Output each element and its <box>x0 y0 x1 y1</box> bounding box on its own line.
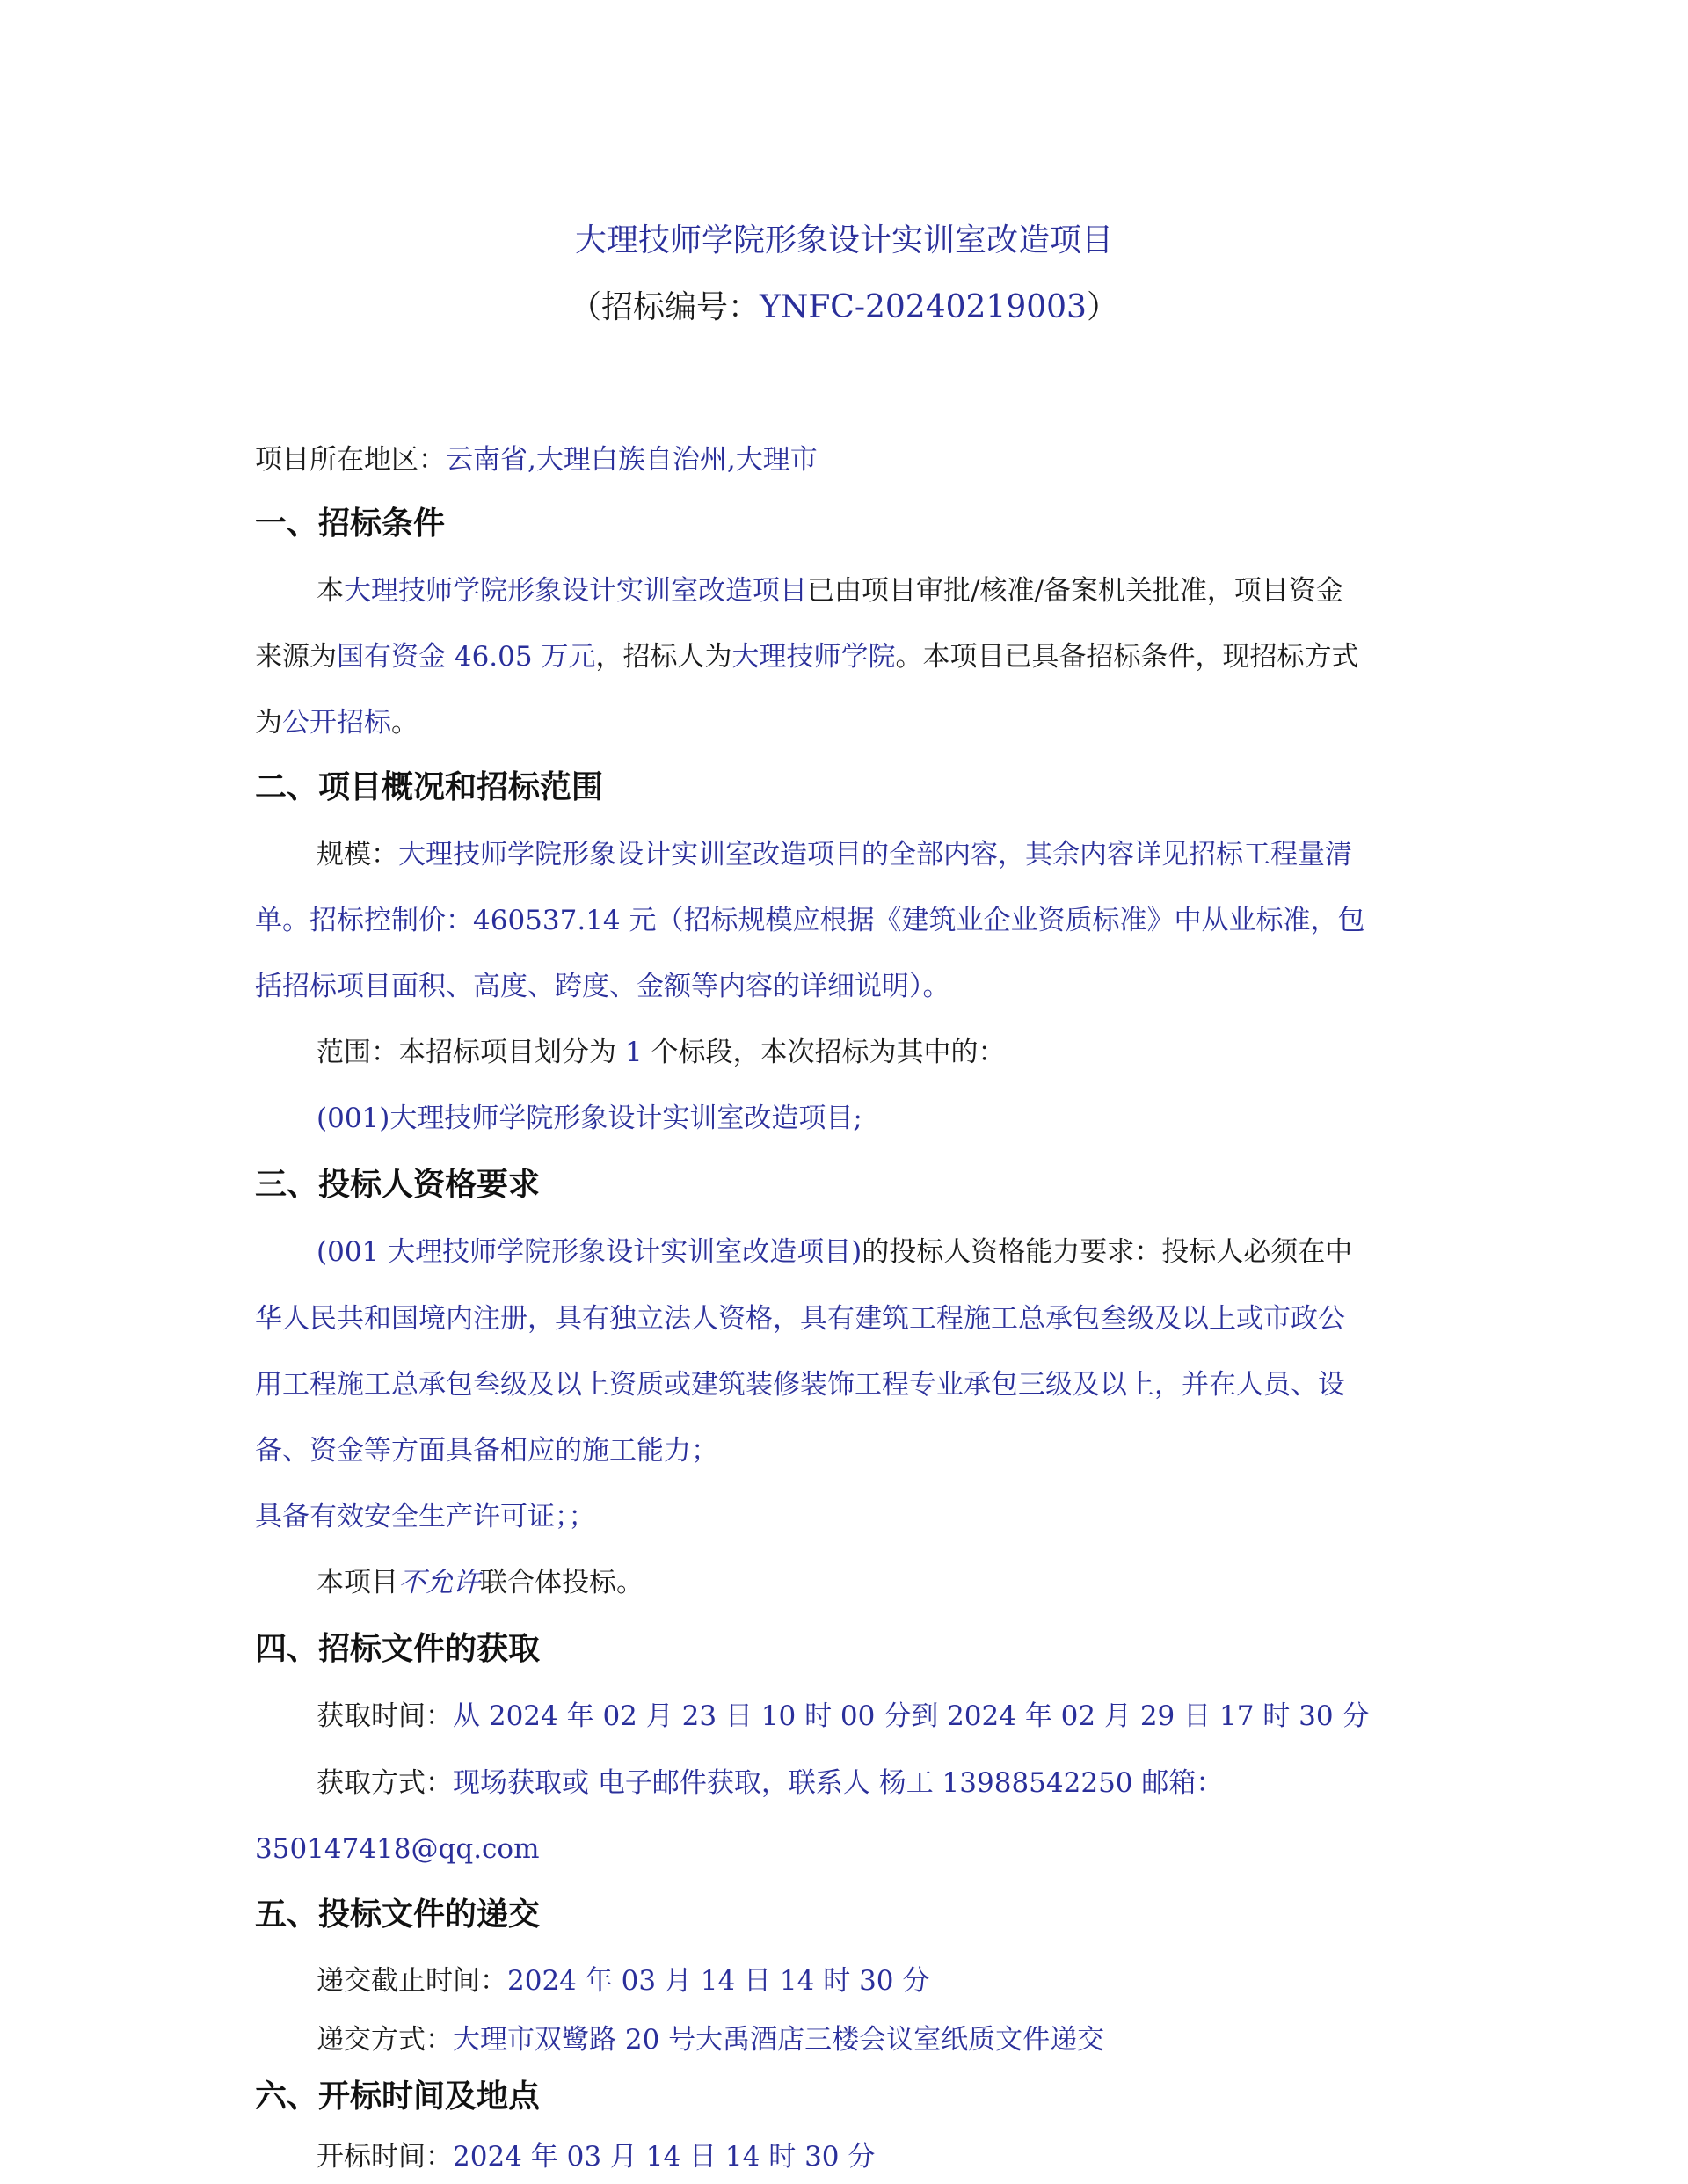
text: 范围：本招标项目划分为 <box>316 1037 616 1068</box>
s3-line-1 <box>316 1234 1352 1270</box>
method-label: 获取方式： <box>316 1767 453 1799</box>
text: 。 <box>391 707 418 739</box>
scale-label: 规模： <box>316 839 398 870</box>
title-text: 大理技师学院形象设计实训室改造项目 <box>574 222 1113 258</box>
document-page <box>255 0 1433 2184</box>
section-heading-2: 二、项目概况和招标范围 <box>255 768 604 805</box>
tender-method: 公开招标 <box>282 707 391 739</box>
text: 联合体投标。 <box>480 1567 644 1598</box>
tenderer: 大理技师学院 <box>731 641 896 673</box>
s6-time <box>316 2139 875 2174</box>
subtitle-open: （招标编号： <box>570 289 760 325</box>
s4-time <box>316 1699 1369 1734</box>
document-title <box>255 215 1433 260</box>
document-subtitle <box>255 282 1433 327</box>
text: 本 <box>316 575 344 607</box>
text: ，招标人为 <box>595 641 732 673</box>
contact-email: 350147418@qq.com <box>255 1833 540 1865</box>
text: 来源为 <box>255 641 337 673</box>
section-heading-3: 三、投标人资格要求 <box>255 1166 541 1203</box>
time-label: 获取时间： <box>316 1700 453 1732</box>
method-value: 现场获取或 电子邮件获取，联系人 杨工 13988542250 邮箱： <box>453 1767 1224 1799</box>
scale-text: 大理技师学院形象设计实训室改造项目的全部内容，其余内容详见招标工程量清 <box>398 839 1352 870</box>
lot-ref: (001 大理技师学院形象设计实训室改造项目) <box>316 1236 862 1268</box>
section-heading-6: 六、开标时间及地点 <box>255 2078 541 2115</box>
region-value: 云南省,大理白族自治州,大理市 <box>446 444 818 476</box>
section-heading-4: 四、招标文件的获取 <box>255 1630 541 1667</box>
text: 。本项目已具备招标条件，现招标方式 <box>895 641 1359 673</box>
s2-scale-line-2: 单。招标控制价：460537.14 元（招标规模应根据《建筑业企业资质标准》中从业标准，包 <box>255 905 1365 936</box>
s3-joint-bid <box>316 1565 644 1600</box>
s5-deadline <box>316 1963 929 1998</box>
s2-range-line <box>316 1035 1005 1070</box>
s3-line-5: 具备有效安全生产许可证；； <box>255 1501 596 1532</box>
bid-number: YNFC-20240219003 <box>760 289 1087 325</box>
text: 已由项目审批/核准/备案机关批准，项目资金 <box>807 575 1343 607</box>
deadline-value: 2024 年 03 月 14 日 14 时 30 分 <box>507 1965 930 1997</box>
s1-paragraph-line-2 <box>255 639 1358 674</box>
open-time-label: 开标时间： <box>316 2141 453 2173</box>
region-label: 项目所在地区： <box>255 444 446 476</box>
s1-paragraph-line-3 <box>255 705 418 740</box>
s2-scale-line-3: 括招标项目面积、高度、跨度、金额等内容的详细说明）。 <box>255 971 950 1002</box>
s4-method <box>316 1765 1223 1801</box>
lot-count: 1 <box>624 1037 643 1068</box>
submit-value: 大理市双鹭路 20 号大禹酒店三楼会议室纸质文件递交 <box>453 2024 1105 2056</box>
project-region <box>255 442 818 477</box>
s2-scale-line-1 <box>316 837 1352 872</box>
section-heading-1: 一、招标条件 <box>255 505 446 542</box>
s3-line-4: 备、资金等方面具备相应的施工能力； <box>255 1435 718 1467</box>
s5-method <box>316 2022 1104 2057</box>
s2-lot-line: (001)大理技师学院形象设计实训室改造项目; <box>316 1103 862 1134</box>
s3-line-3: 用工程施工总承包叁级及以上资质或建筑装修装饰工程专业承包三级及以上，并在人员、设 <box>255 1369 1345 1401</box>
section-heading-5: 五、投标文件的递交 <box>255 1896 541 1933</box>
text: 的投标人资格能力要求：投标人必须在中 <box>862 1236 1353 1268</box>
text: 个标段，本次招标为其中的： <box>651 1037 1006 1068</box>
joint-status: 不允许 <box>398 1567 480 1598</box>
s1-paragraph-line-1 <box>316 573 1343 608</box>
subtitle-close: ） <box>1086 289 1118 325</box>
submit-label: 递交方式： <box>316 2024 453 2056</box>
open-time-value: 2024 年 03 月 14 日 14 时 30 分 <box>453 2141 876 2173</box>
s3-line-2: 华人民共和国境内注册，具有独立法人资格，具有建筑工程施工总承包叁级及以上或市政公 <box>255 1303 1345 1335</box>
project-name: 大理技师学院形象设计实训室改造项目 <box>344 575 807 607</box>
text: 本项目 <box>316 1567 398 1598</box>
fund-source: 国有资金 46.05 万元 <box>337 641 596 673</box>
deadline-label: 递交截止时间： <box>316 1965 507 1997</box>
time-value: 从 2024 年 02 月 23 日 10 时 00 分到 2024 年 02 月 29 日 17 时 30 分 <box>453 1700 1370 1732</box>
text: 为 <box>255 707 282 739</box>
